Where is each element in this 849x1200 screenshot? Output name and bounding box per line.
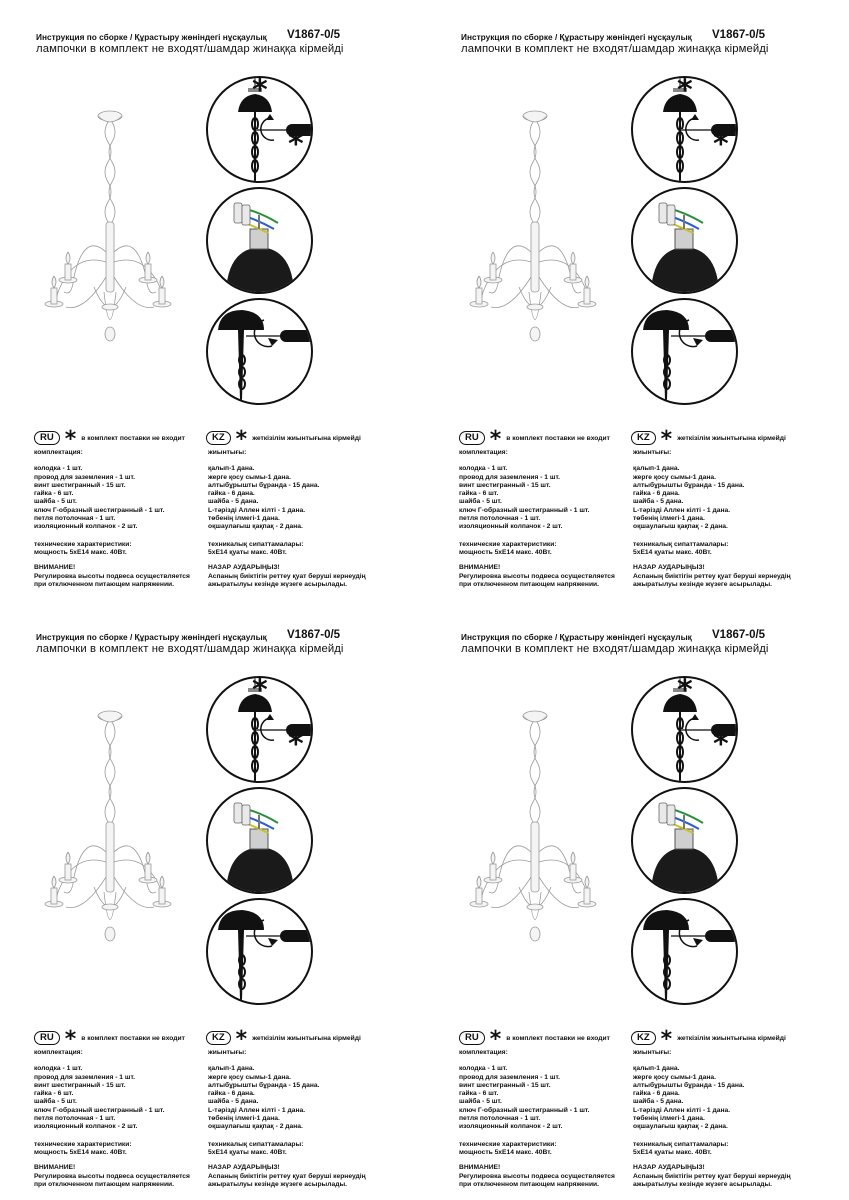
header-title-text: Инструкция по сборке / Құрастыру жөніндегі нұсқаулық (461, 32, 692, 42)
ru-warning-line: при отключенном питающем напряжении. (34, 580, 175, 588)
step-wiring-image (631, 187, 738, 294)
list-item: оқшаулағыш қақпақ - 2 дана. (208, 523, 303, 531)
ru-badge: RU (459, 1031, 485, 1045)
instruction-sheet (425, 0, 849, 600)
list-item: гайка - 6 шт. (34, 490, 74, 498)
list-item: шайба - 5 дана. (633, 498, 684, 506)
list-item: винт шестигранный - 15 шт. (34, 1081, 126, 1089)
kz-warning-title: НАЗАР АУДАРЫҢЫЗ! (208, 1164, 280, 1172)
list-item: оқшаулағыш қақпақ - 2 дана. (208, 1123, 303, 1131)
kz-not-included-legend (631, 427, 786, 452)
asterisk-icon: * (489, 1027, 502, 1052)
ru-badge: RU (459, 431, 485, 445)
kz-warning-line: Аспаның биіктігін реттеу қуат беруші кернеудің (633, 572, 791, 580)
asterisk-icon: * (288, 727, 304, 762)
ru-not-included-text: в комплект поставки не входит (506, 1034, 610, 1042)
list-item: төбенің ілмегі-1 дана. (633, 515, 705, 523)
list-item: жерге қосу сымы-1 дана. (208, 473, 291, 481)
kz-spec-column (208, 1049, 366, 1189)
header-title-text: Инструкция по сборке / Құрастыру жөніндегі нұсқаулық (36, 632, 267, 642)
list-item: гайка - 6 дана. (208, 1090, 255, 1098)
list-item: гайка - 6 дана. (208, 490, 255, 498)
kz-not-included-legend (631, 1027, 786, 1052)
kz-warning-line: ажыратылуы кезінде жүзеге асырылады. (208, 580, 348, 588)
ru-warning-title: ВНИМАНИЕ! (34, 1164, 76, 1172)
model-number: V1867-0/5 (287, 629, 341, 641)
ru-warning-line: при отключенном питающем напряжении. (34, 1180, 175, 1188)
step-wiring-image (206, 787, 313, 894)
list-item: гайка - 6 шт. (459, 1090, 499, 1098)
kz-warning-line: Аспаның биіктігін реттеу қуат беруші кернеудің (208, 1172, 366, 1180)
list-item: L-тәрізді Аллен кілті - 1 дана. (208, 506, 306, 514)
ru-spec-column (459, 1049, 615, 1189)
step-height-adjust-image (206, 298, 313, 405)
list-item: қалып-1 дана. (633, 1065, 680, 1073)
list-item: қалып-1 дана. (208, 1065, 255, 1073)
asterisk-icon: * (489, 427, 502, 452)
list-item: жерге қосу сымы-1 дана. (208, 1073, 291, 1081)
header-title (461, 29, 841, 42)
kz-tech-value: 5хE14 қуаты макс. 40Вт. (208, 1148, 287, 1156)
list-item: шайба - 5 шт. (34, 1098, 77, 1106)
kz-warning-line: ажыратылуы кезінде жүзеге асырылады. (633, 580, 773, 588)
step-ceiling-mount-image (206, 676, 313, 783)
kz-warning-title: НАЗАР АУДАРЫҢЫЗ! (633, 564, 705, 572)
ru-spec-column (34, 1049, 190, 1189)
list-item: провод для заземления - 1 шт. (34, 1073, 136, 1081)
asterisk-icon: * (660, 1027, 673, 1052)
model-number: V1867-0/5 (712, 629, 766, 641)
list-item: алтыбұрышты бұранда - 15 дана. (208, 1081, 320, 1089)
kz-badge: KZ (631, 431, 656, 445)
kz-spec-column (633, 449, 791, 589)
ru-not-included-text: в комплект поставки не входит (506, 434, 610, 442)
list-item: винт шестигранный - 15 шт. (459, 481, 551, 489)
kz-not-included-text: жеткізілім жиынтығына кірмейді (677, 1034, 786, 1042)
step-wiring-image (206, 187, 313, 294)
ru-tech-value: мощность 5хE14 макс. 40Вт. (459, 1148, 552, 1156)
list-item: гайка - 6 дана. (633, 490, 680, 498)
kz-tech-value: 5хE14 қуаты макс. 40Вт. (633, 1148, 712, 1156)
kz-warning-line: ажыратылуы кезінде жүзеге асырылады. (208, 1180, 348, 1188)
list-item: колодка - 1 шт. (34, 1065, 83, 1073)
list-item: төбенің ілмегі-1 дана. (633, 1115, 705, 1123)
ru-set-title: комплектация: (34, 1049, 83, 1056)
kz-tech-title: техникалық сипаттамалары: (633, 540, 729, 548)
kz-warning-line: Аспаның биіктігін реттеу қуат беруші кернеудің (208, 572, 366, 580)
kz-warning-line: ажыратылуы кезінде жүзеге асырылады. (633, 1180, 773, 1188)
list-item: алтыбұрышты бұранда - 15 дана. (633, 481, 745, 489)
asterisk-icon: * (713, 127, 729, 162)
ru-not-included-legend (459, 1027, 610, 1052)
chandelier-image (44, 102, 176, 362)
list-item: петля потолочная - 1 шт. (459, 515, 541, 523)
kz-tech-title: техникалық сипаттамалары: (208, 540, 304, 548)
ru-tech-value: мощность 5хE14 макс. 40Вт. (34, 1148, 127, 1156)
list-item: гайка - 6 шт. (34, 1090, 74, 1098)
model-number: V1867-0/5 (712, 29, 766, 41)
list-item: гайка - 6 шт. (459, 490, 499, 498)
ru-warning-line: Регулировка высоты подвеса осуществляется (34, 572, 190, 580)
kz-badge: KZ (206, 1031, 231, 1045)
lamps-not-included-note: лампочки в комплект не входят/шамдар жинаққа кірмейді (461, 643, 769, 655)
kz-warning-title: НАЗАР АУДАРЫҢЫЗ! (208, 564, 280, 572)
list-item: төбенің ілмегі-1 дана. (208, 515, 280, 523)
ru-tech-title: технические характеристики: (459, 540, 557, 548)
ru-tech-title: технические характеристики: (34, 540, 132, 548)
ru-tech-value: мощность 5хE14 макс. 40Вт. (459, 548, 552, 556)
kz-badge: KZ (206, 431, 231, 445)
asterisk-icon: * (235, 1027, 248, 1052)
chandelier-image (44, 702, 176, 962)
asterisk-icon: * (677, 76, 693, 108)
list-item: винт шестигранный - 15 шт. (34, 481, 126, 489)
instruction-sheet (0, 600, 424, 1200)
list-item: изоляционный колпачок - 2 шт. (34, 523, 138, 531)
list-item: изоляционный колпачок - 2 шт. (34, 1123, 138, 1131)
list-item: петля потолочная - 1 шт. (34, 515, 116, 523)
kz-not-included-text: жеткізілім жиынтығына кірмейді (677, 434, 786, 442)
kz-badge: KZ (631, 1031, 656, 1045)
kz-not-included-legend (206, 427, 361, 452)
asterisk-icon: * (64, 427, 77, 452)
list-item: алтыбұрышты бұранда - 15 дана. (633, 1081, 745, 1089)
ru-set-title: комплектация: (459, 1049, 508, 1056)
list-item: шайба - 5 шт. (459, 498, 502, 506)
list-item: провод для заземления - 1 шт. (34, 473, 136, 481)
step-ceiling-mount-image (631, 676, 738, 783)
ru-not-included-legend (34, 427, 185, 452)
list-item: колодка - 1 шт. (459, 465, 508, 473)
step-wiring-image (631, 787, 738, 894)
ru-warning-line: при отключенном питающем напряжении. (459, 1180, 600, 1188)
list-item: провод для заземления - 1 шт. (459, 473, 561, 481)
header-title-text: Инструкция по сборке / Құрастыру жөніндегі нұсқаулық (461, 632, 692, 642)
ru-set-title: комплектация: (34, 449, 83, 456)
list-item: шайба - 5 шт. (34, 498, 77, 506)
chandelier-image (469, 102, 601, 362)
ru-warning-line: при отключенном питающем напряжении. (459, 580, 600, 588)
instruction-sheet (0, 0, 424, 600)
list-item: жерге қосу сымы-1 дана. (633, 1073, 716, 1081)
instruction-sheet (425, 600, 849, 1200)
kz-warning-title: НАЗАР АУДАРЫҢЫЗ! (633, 1164, 705, 1172)
ru-not-included-text: в комплект поставки не входит (81, 1034, 185, 1042)
ru-warning-line: Регулировка высоты подвеса осуществляется (459, 572, 615, 580)
asterisk-icon: * (235, 427, 248, 452)
lamps-not-included-note: лампочки в комплект не входят/шамдар жинаққа кірмейді (36, 43, 344, 55)
asterisk-icon: * (64, 1027, 77, 1052)
step-height-adjust-image (206, 898, 313, 1005)
step-ceiling-mount-image (631, 76, 738, 183)
list-item: винт шестигранный - 15 шт. (459, 1081, 551, 1089)
kz-tech-value: 5хE14 қуаты макс. 40Вт. (633, 548, 712, 556)
step-height-adjust-image (631, 298, 738, 405)
ru-spec-column (459, 449, 615, 589)
kz-tech-value: 5хE14 қуаты макс. 40Вт. (208, 548, 287, 556)
list-item: оқшаулағыш қақпақ - 2 дана. (633, 523, 728, 531)
list-item: шайба - 5 шт. (459, 1098, 502, 1106)
kz-not-included-text: жеткізілім жиынтығына кірмейді (252, 1034, 361, 1042)
kz-tech-title: техникалық сипаттамалары: (208, 1140, 304, 1148)
list-item: ключ Г-образный шестигранный - 1 шт. (34, 506, 165, 514)
list-item: шайба - 5 дана. (633, 1098, 684, 1106)
ru-warning-title: ВНИМАНИЕ! (459, 1164, 501, 1172)
asterisk-icon: * (252, 76, 268, 108)
header-title (36, 629, 416, 642)
header-title-text: Инструкция по сборке / Құрастыру жөніндегі нұсқаулық (36, 32, 267, 42)
list-item: гайка - 6 дана. (633, 1090, 680, 1098)
kz-set-title: жиынтығы: (208, 1049, 247, 1056)
ru-set-title: комплектация: (459, 449, 508, 456)
list-item: ключ Г-образный шестигранный - 1 шт. (34, 1106, 165, 1114)
list-item: L-тәрізді Аллен кілті - 1 дана. (633, 506, 731, 514)
kz-tech-title: техникалық сипаттамалары: (633, 1140, 729, 1148)
kz-spec-column (633, 1049, 791, 1189)
ru-badge: RU (34, 1031, 60, 1045)
list-item: петля потолочная - 1 шт. (34, 1115, 116, 1123)
list-item: қалып-1 дана. (208, 465, 255, 473)
list-item: колодка - 1 шт. (459, 1065, 508, 1073)
kz-set-title: жиынтығы: (208, 449, 247, 456)
list-item: шайба - 5 дана. (208, 498, 259, 506)
list-item: L-тәрізді Аллен кілті - 1 дана. (633, 1106, 731, 1114)
list-item: L-тәрізді Аллен кілті - 1 дана. (208, 1106, 306, 1114)
ru-tech-title: технические характеристики: (34, 1140, 132, 1148)
asterisk-icon: * (660, 427, 673, 452)
list-item: изоляционный колпачок - 2 шт. (459, 1123, 563, 1131)
ru-tech-title: технические характеристики: (459, 1140, 557, 1148)
asterisk-icon: * (713, 727, 729, 762)
step-ceiling-mount-image (206, 76, 313, 183)
ru-warning-line: Регулировка высоты подвеса осуществляется (34, 1172, 190, 1180)
header-title (461, 629, 841, 642)
ru-warning-title: ВНИМАНИЕ! (459, 564, 501, 572)
asterisk-icon: * (677, 676, 693, 708)
model-number: V1867-0/5 (287, 29, 341, 41)
ru-spec-column (34, 449, 190, 589)
chandelier-image (469, 702, 601, 962)
ru-not-included-text: в комплект поставки не входит (81, 434, 185, 442)
kz-not-included-text: жеткізілім жиынтығына кірмейді (252, 434, 361, 442)
ru-warning-title: ВНИМАНИЕ! (34, 564, 76, 572)
list-item: колодка - 1 шт. (34, 465, 83, 473)
step-height-adjust-image (631, 898, 738, 1005)
list-item: алтыбұрышты бұранда - 15 дана. (208, 481, 320, 489)
ru-badge: RU (34, 431, 60, 445)
list-item: изоляционный колпачок - 2 шт. (459, 523, 563, 531)
lamps-not-included-note: лампочки в комплект не входят/шамдар жинаққа кірмейді (461, 43, 769, 55)
list-item: петля потолочная - 1 шт. (459, 1115, 541, 1123)
lamps-not-included-note: лампочки в комплект не входят/шамдар жинаққа кірмейді (36, 643, 344, 655)
list-item: провод для заземления - 1 шт. (459, 1073, 561, 1081)
list-item: ключ Г-образный шестигранный - 1 шт. (459, 1106, 590, 1114)
ru-not-included-legend (34, 1027, 185, 1052)
kz-spec-column (208, 449, 366, 589)
kz-set-title: жиынтығы: (633, 1049, 672, 1056)
ru-warning-line: Регулировка высоты подвеса осуществляется (459, 1172, 615, 1180)
list-item: ключ Г-образный шестигранный - 1 шт. (459, 506, 590, 514)
list-item: оқшаулағыш қақпақ - 2 дана. (633, 1123, 728, 1131)
ru-tech-value: мощность 5хE14 макс. 40Вт. (34, 548, 127, 556)
list-item: төбенің ілмегі-1 дана. (208, 1115, 280, 1123)
list-item: қалып-1 дана. (633, 465, 680, 473)
kz-not-included-legend (206, 1027, 361, 1052)
list-item: шайба - 5 дана. (208, 1098, 259, 1106)
ru-not-included-legend (459, 427, 610, 452)
header-title (36, 29, 416, 42)
kz-set-title: жиынтығы: (633, 449, 672, 456)
kz-warning-line: Аспаның биіктігін реттеу қуат беруші кернеудің (633, 1172, 791, 1180)
asterisk-icon: * (252, 676, 268, 708)
list-item: жерге қосу сымы-1 дана. (633, 473, 716, 481)
asterisk-icon: * (288, 127, 304, 162)
